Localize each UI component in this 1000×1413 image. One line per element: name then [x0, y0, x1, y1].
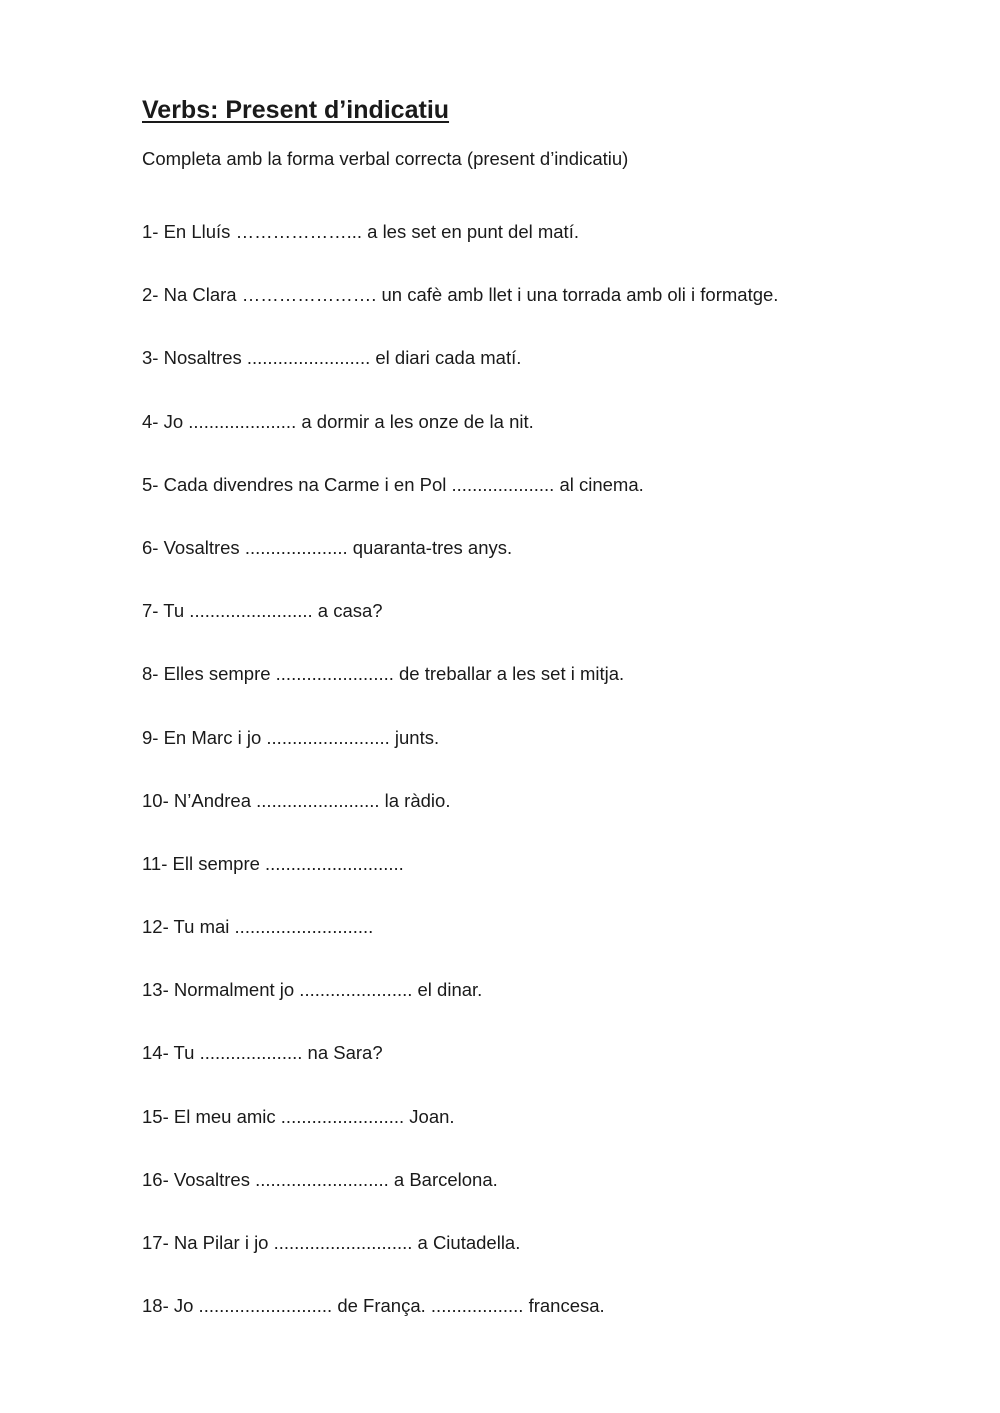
exercise-item: 16- Vosaltres .......................... a Barcelona.	[142, 1168, 498, 1190]
exercise-item: 18- Jo .......................... de França. .................. francesa.	[142, 1295, 605, 1317]
worksheet-instruction: Completa amb la forma verbal correcta (present d’indicatiu)	[142, 148, 629, 169]
exercise-item: 15- El meu amic ........................ Joan.	[142, 1105, 455, 1127]
exercise-item: 14- Tu .................... na Sara?	[142, 1042, 383, 1064]
exercise-item: 11- Ell sempre ...........................	[142, 852, 404, 874]
exercise-item: 9- En Marc i jo ........................ junts.	[142, 726, 440, 748]
exercise-item: 10- N’Andrea ........................ la ràdio.	[142, 789, 451, 811]
exercise-item: 12- Tu mai ...........................	[142, 916, 374, 938]
exercise-item: 8- Elles sempre ....................... de treballar a les set i mitja.	[142, 663, 625, 685]
exercise-item: 3- Nosaltres ........................ el diari cada matí.	[142, 347, 522, 369]
exercise-item: 2- Na Clara …………………. un cafè amb llet i una torrada amb oli i formatge.	[142, 284, 779, 306]
worksheet-title: Verbs: Present d’indicatiu	[142, 96, 450, 124]
exercise-item: 4- Jo ..................... a dormir a les onze de la nit.	[142, 410, 534, 432]
exercise-item: 1- En Lluís ………………... a les set en punt del matí.	[142, 221, 579, 242]
exercise-item: 7- Tu ........................ a casa?	[142, 600, 383, 622]
exercise-list	[142, 220, 942, 1357]
exercise-item: 17- Na Pilar i jo ........................... a Ciutadella.	[142, 1232, 521, 1253]
exercise-item: 6- Vosaltres .................... quaranta-tres anys.	[142, 536, 513, 558]
exercise-item: 5- Cada divendres na Carme i en Pol .................... al cinema.	[142, 473, 644, 495]
exercise-item: 13- Normalment jo ...................... el dinar.	[142, 979, 483, 1001]
